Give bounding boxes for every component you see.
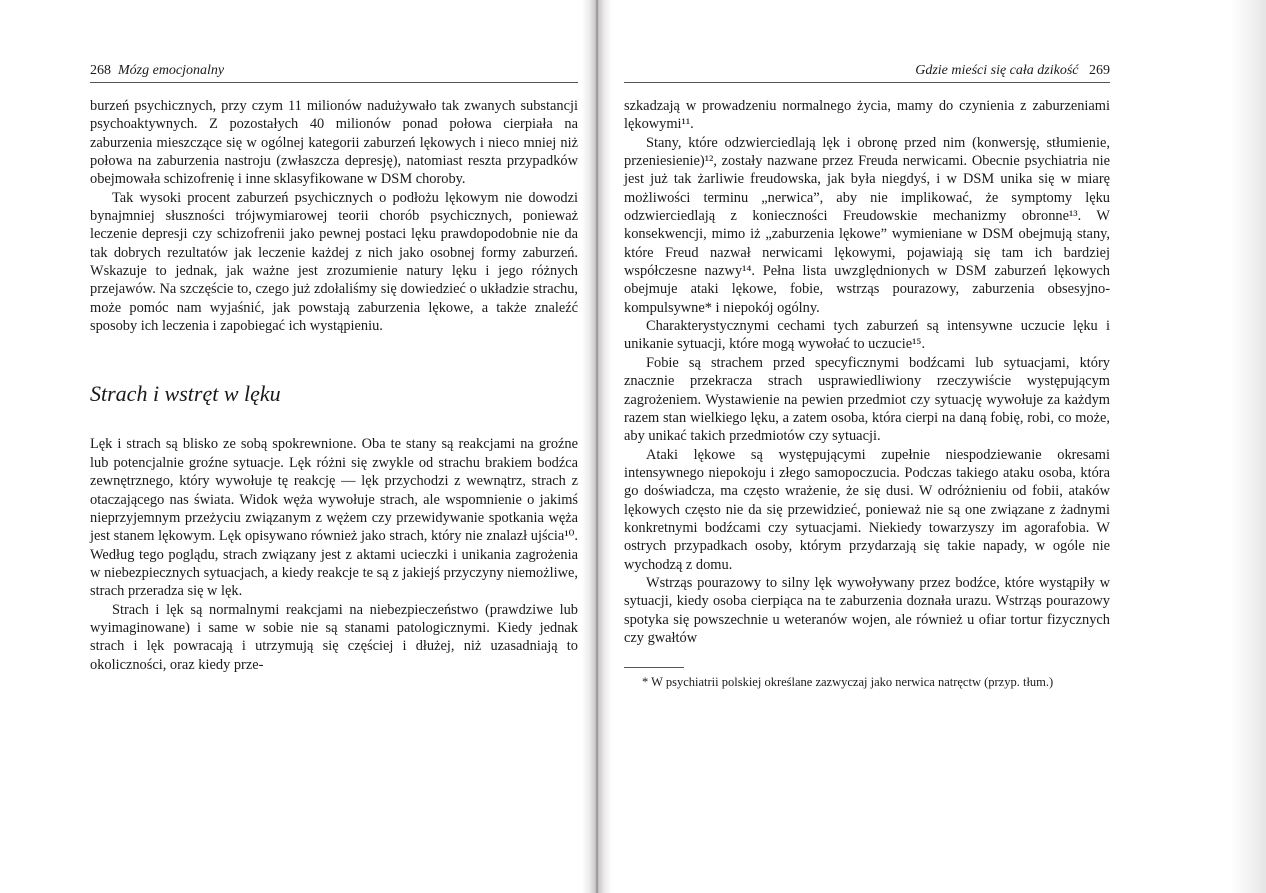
left-paragraph-4: Strach i lęk są normalnymi reakcjami na niebezpieczeństwo (prawdziwe lub wyimaginowane) i same w sobie nie są stanami patologicznymi. Kiedy jednak strach i lęk powracają i utrzymują się częściej i dłużej, niż uzasadniają to okoliczności, oraz kiedy prze- bbox=[90, 601, 578, 673]
left-paragraph-3: Lęk i strach są blisko ze sobą spokrewnione. Oba te stany są reakcjami na groźne lub potencjalnie groźne sytuacje. Lęk różni się zwykle od strachu brakiem bodźca zewnętrznego, który wywołuje tę reakcję — lęk przychodzi z wewnątrz, strach z otaczającego nas świata. Widok węża wywołuje strach, ale wspomnienie o jakimś nieprzyjemnym przeżyciu związanym z wężem czy przewidywanie spotkania węża jest stanem lękowym. Lęk opisywano również jako strach, który nie znalazł ujścia¹⁰. Według tego poglądu, strach związany jest z aktami ucieczki i unikania zagrożenia w niebezpiecznych sytuacjach, a kiedy reakcje te są z jakiejś przyczyny niemożliwe, strach przeradza się w lęk. bbox=[90, 436, 578, 600]
right-paragraph-1: szkadzają w prowadzeniu normalnego życia, mamy do czynienia z zaburzeniami lękowymi¹¹. bbox=[624, 98, 1110, 133]
right-page-number: 269 bbox=[1089, 63, 1110, 78]
left-paragraph-1: burzeń psychicznych, przy czym 11 milionów nadużywało tak zwanych substancji psychoaktywnych. Z pozostałych 40 milionów ponad połowa cierpiała na zaburzenia mieszczące się w ogólnej kategorii zaburzeń lękowych i nieco mniej niż połowa na zaburzenia nastroju (zwłaszcza depresję), natomiast reszta przypadków obejmowała schizofrenię i inne sklasyfikowane w DSM choroby. bbox=[90, 98, 578, 188]
book-spine-shadow bbox=[582, 0, 612, 893]
right-page bbox=[624, 60, 1110, 690]
right-paragraph-5: Ataki lękowe są występującymi zupełnie niespodziewanie okresami intensywnego niepokoju i złego samopoczucia. Podczas takiego ataku osoba, która go doświadcza, ma często wrażenie, że się dusi. W odróżnieniu od fobii, ataków lękowych często nie da się przewidzieć, ponieważ nie są one związane z żadnymi konkretnymi bodźcami czy sytuacjami. Niekiedy towarzyszy im agorafobia. W ostrych przypadkach osoby, którym przydarzają się takie napady, w ogóle nie wychodzą z domu. bbox=[624, 446, 1110, 573]
right-paragraph-6: Wstrząs pourazowy to silny lęk wywoływany przez bodźce, które wystąpiły w sytuacji, kiedy osoba cierpiąca na te zaburzenia doznała urazu. Wstrząs pourazowy spotyka się powszechnie u weteranów wojen, ale również u ofiar tortur fizycznych czy gwałtów bbox=[624, 574, 1110, 646]
left-running-title: Mózg emocjonalny bbox=[118, 63, 225, 78]
page-edge-shadow bbox=[1230, 0, 1266, 893]
right-running-title: Gdzie mieści się cała dzikość bbox=[915, 63, 1079, 78]
right-paragraph-3: Charakterystycznymi cechami tych zaburzeń są intensywne uczucie lęku i unikanie sytuacji, które mogą wywołać to uczucie¹⁵. bbox=[624, 318, 1110, 353]
left-page-number: 268 bbox=[90, 63, 111, 78]
footnote-rule bbox=[624, 667, 684, 668]
right-paragraph-4: Fobie są strachem przed specyficznymi bodźcami lub sytuacjami, który znacznie przekracza strach usprawiedliwiony rzeczywiście występującym zagrożeniem. Wystawienie na pewien przedmiot czy sytuację wywołuje za każdym razem stan wielkiego lęku, a zatem osoba, która cierpi na daną fobię, robi, co może, aby unikać takich przedmiotów czy sytuacji. bbox=[624, 354, 1110, 445]
left-running-head bbox=[90, 60, 578, 83]
right-running-head bbox=[624, 60, 1110, 83]
left-paragraph-2: Tak wysoki procent zaburzeń psychicznych o podłożu lękowym nie dowodzi bynajmniej słuszności trójwymiarowej teorii chorób psychicznych, ponieważ leczenie depresji czy schizofrenii jako pewnej postaci lęku prawdopodobnie nie da tak dobrych rezultatów jak leczenie każdej z nich jako osobnej formy zaburzeń. Wskazuje to jednak, jak ważne jest zrozumienie natury lęku i jego różnych przejawów. Na szczęście to, czego już zdołaliśmy się dowiedzieć o układzie strachu, może pomóc nam wyjaśnić, jak powstają zaburzenia lękowe, a także znaleźć sposoby ich leczenia i zapobiegać ich wystąpieniu. bbox=[90, 189, 578, 335]
left-page bbox=[90, 60, 578, 674]
section-heading: Strach i wstręt w lęku bbox=[90, 381, 281, 407]
footnote: * W psychiatrii polskiej określane zazwyczaj jako nerwica natręctw (przyp. tłum.) bbox=[642, 675, 1054, 690]
right-paragraph-2: Stany, które odzwierciedlają lęk i obronę przed nim (konwersję, stłumienie, przeniesienie)¹², zostały nazwane przez Freuda nerwicami. Obecnie psychiatria nie jest już tak żarliwie freudowska, jak była niegdyś, i w DSM unika się w miarę możliwości terminu „nerwica”, aby nie implikować, że symptomy lęku odzwierciedlają z konieczności Freudowskie mechanizmy obronne¹³. W konsekwencji, mimo iż „zaburzenia lękowe” wymieniane w DSM obejmują stany, które Freud nazwał nerwicami lękowymi, pojawiają się tam ich bardziej współczesne nazwy¹⁴. Pełna lista uwzględnionych w DSM zaburzeń lękowych obejmuje ataki lękowe, fobie, wstrząs pourazowy, zaburzenia obsesyjno-kompulsywne* i niepokój ogólny. bbox=[624, 134, 1110, 316]
